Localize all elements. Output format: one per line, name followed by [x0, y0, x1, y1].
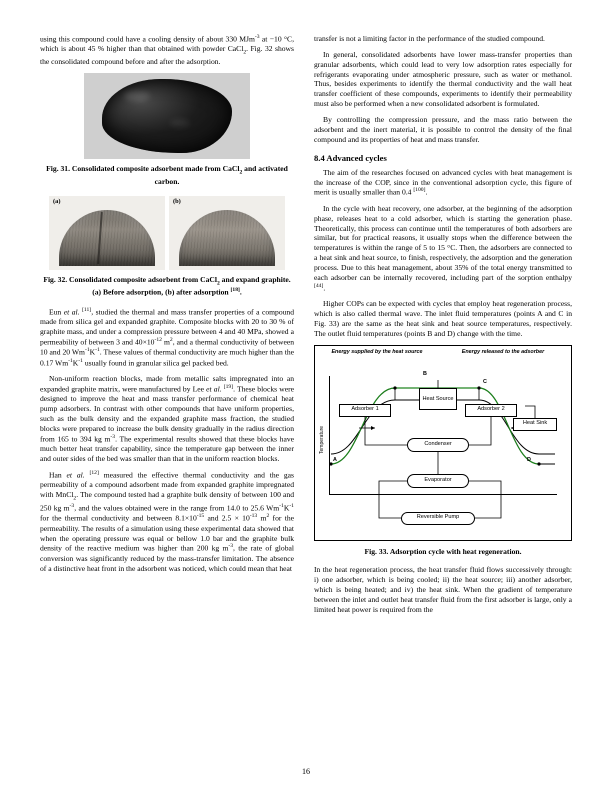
figure-33-caption: Fig. 33. Adsorption cycle with heat regeneration.	[364, 546, 522, 556]
figure-31-caption: Fig. 31. Consolidated composite adsorbent made from CaCl$_2$ and activated carbon.	[46, 164, 288, 186]
consolidated-composite-photo	[84, 73, 250, 159]
point-label-c: C	[483, 378, 487, 385]
reversible-pump-box: Reversible Pump	[401, 512, 475, 525]
composite-block-shape	[102, 79, 232, 153]
two-column-layout	[40, 34, 572, 742]
point-label-d: D	[527, 456, 531, 463]
paragraph: transfer is not a limiting factor in the performance of the studied compound.	[314, 34, 545, 43]
point-label-b: B	[423, 370, 427, 377]
paragraph: In the heat regeneration process, the heat transfer fluid flows successively through: i) one adsorber, which is being cooled; ii) the heat source; iii) another adsorber, which is being heated; and iv) the heat sink. When the gradient of temperature between the inlet and outlet heat transfer fluid from the first adsorber is large, only a limited heat power is required from the	[314, 565, 572, 614]
before-after-adsorption-photos	[49, 196, 285, 270]
paragraph: Non-uniform reaction blocks, made from metallic salts impregnated into an expanded graphite matrix, were manufactured by Lee et al. [19]. These blocks were designed to improve the heat and mass transfer performance of chemical heat pump adsorbers. In contrast with other compounds that have uniform properties, such as the bulk density and the expanded graphite mass fraction, the studied blocks were prepared to increase the bulk density gradually in the radius direction from 165 to 394 kg $m^{-3}$. The experimental results showed that these blocks have much better heat transfer capability, since the temperature gap between the inner and outer sides of the bed was smaller than that in the uniform reaction blocks.	[40, 374, 294, 464]
figure-32-image	[40, 196, 294, 270]
paragraph: Eun et al. [11], studied the thermal and mass transfer properties of a compound made from silica gel and expanded graphite. Composite blocks with 20 to 30 % of graphite mass, and under a compression pressure between 4 and 40 MPa, showed a permeability of between 3 and $40\times 10^{-12}$ $m^2$, and a thermal conductivity of between 10 and 20 $Wm^{-1}K^{-1}$. These values of thermal conductivity are much higher than the 0.17 $Wm^{-1}K^{-1}$ usually found in granular silica gel packed bed.	[40, 306, 295, 368]
figure-33-diagram	[314, 345, 572, 541]
right-column	[314, 34, 572, 742]
paragraph: In general, consolidated adsorbents have lower mass-transfer properties than granular adsorbents, which could lead to very low adsorption rates especially for refrigerants evaporating under atmospheric pressure, such as water or methanol. Thus, besides experiments to identify the thermal conductivity and the wall heat transfer coefficient of these compounds, experiments to identify their permeability must also be performed when a new consolidated adsorbent is formulated.	[314, 49, 572, 109]
evaporator-box: Evaporator	[407, 474, 469, 488]
page-number: 16	[302, 767, 310, 776]
texture-overlay	[179, 210, 275, 266]
y-axis-label: Temperature	[319, 425, 325, 454]
figure-32-caption: Fig. 32. Consolidated composite adsorbent from CaCl$_2$ and expand graphite. (a) Before adsorption, (b) after adsorption [18].	[43, 274, 291, 297]
photo-label-a: (a)	[53, 197, 61, 205]
photo-label-b: (b)	[173, 197, 181, 205]
paragraph: By controlling the compression pressure, and the mass ratio between the adsorbent and the inert material, it is possible to control the density of the final compound and its properties of heat and mass transfer.	[314, 115, 572, 144]
photo-before-adsorption	[49, 196, 165, 270]
annotation-energy-supplied: Energy supplied by the heat source	[331, 348, 423, 355]
condenser-box: Condenser	[407, 438, 469, 452]
piping-lines	[315, 346, 573, 542]
point-label-a: A	[333, 456, 337, 463]
figure-31-image	[40, 73, 294, 159]
texture-overlay	[59, 210, 155, 266]
paragraph: Han et al. [12] measured the effective thermal conductivity and the gas permeability of a compound adsorbent made from expanded graphite impregnated with MnCl$_2$. The compound tested had a graphite bulk density of between 100 and 250 kg $m^{-3}$, and the values obtained were in the range from 14.0 to 25.6 $Wm^{-1}K^{-1}$ for the thermal conductivity and between $8.1\times 10^{-15}$ and $2.5 \times 10^{-13}$ $m^2$ for the permeability. The results of a simulation using these experimental data showed that when the operating pressure was equal or bellow 1.0 bar and the graphite bulk density of the reactive medium was higher than 200 kg $m^{-3}$, the rate of global conversion was significantly reduced by the mass-transfer limitation. The absence of a distinctive heat front in the adsorbent was noticed, which could mean that heat	[40, 469, 295, 573]
heat-source-box: Heat Source	[419, 388, 457, 410]
highlight	[124, 91, 150, 101]
highlight	[170, 119, 190, 127]
photo-after-adsorption	[169, 196, 285, 270]
heat-sink-box: Heat Sink	[513, 418, 557, 431]
section-heading: 8.4 Advanced cycles	[314, 152, 387, 163]
adsorber-2-box: Adsorber 2	[465, 404, 517, 417]
paragraph: using this compound could have a cooling density of about 330 MJm$^{-3}$ at −10 °C, which is about 45 % higher than that obtained with powder CaCl$_2$. Fig. 32 shows the consolidated compound before and after the adsorption.	[40, 34, 295, 67]
paragraph: Higher COPs can be expected with cycles that employ heat regeneration process, which is also called thermal wave. The inlet fluid temperatures (points A and C in Fig. 33) are the same as the heat sink and heat source temperatures, respectively. The outlet fluid temperatures (points B and D) change with the time.	[314, 299, 572, 338]
annotation-energy-released: Energy released to the adsorber	[461, 348, 545, 355]
adsorber-1-box: Adsorber 1	[339, 404, 391, 417]
paragraph: The aim of the researches focused on advanced cycles with heat management is the increase of the COP, since in the conventional adsorption cycle, this figure of merit is usually smaller than 0.4 [100].	[314, 167, 572, 198]
paragraph: In the cycle with heat recovery, one adsorber, at the beginning of the adsorption phase, releases heat to a cold adsorber, which is starting the generation phase. Theoretically, this process can continue until the temperatures of both adsorbers are similar, but for practical reasons, it usually stops when the difference between the temperatures is within the range of 5 to 15 °C. Then, the adsorbers are connected to a heat sink and heat source, to finish, respectively, the adsorption and the generation process. Due to this heat management, about 35% of the total energy transmitted to each adsorber can be internally recovered, including part of the sorption enthalpy [44].	[314, 203, 572, 293]
left-column	[40, 34, 294, 742]
